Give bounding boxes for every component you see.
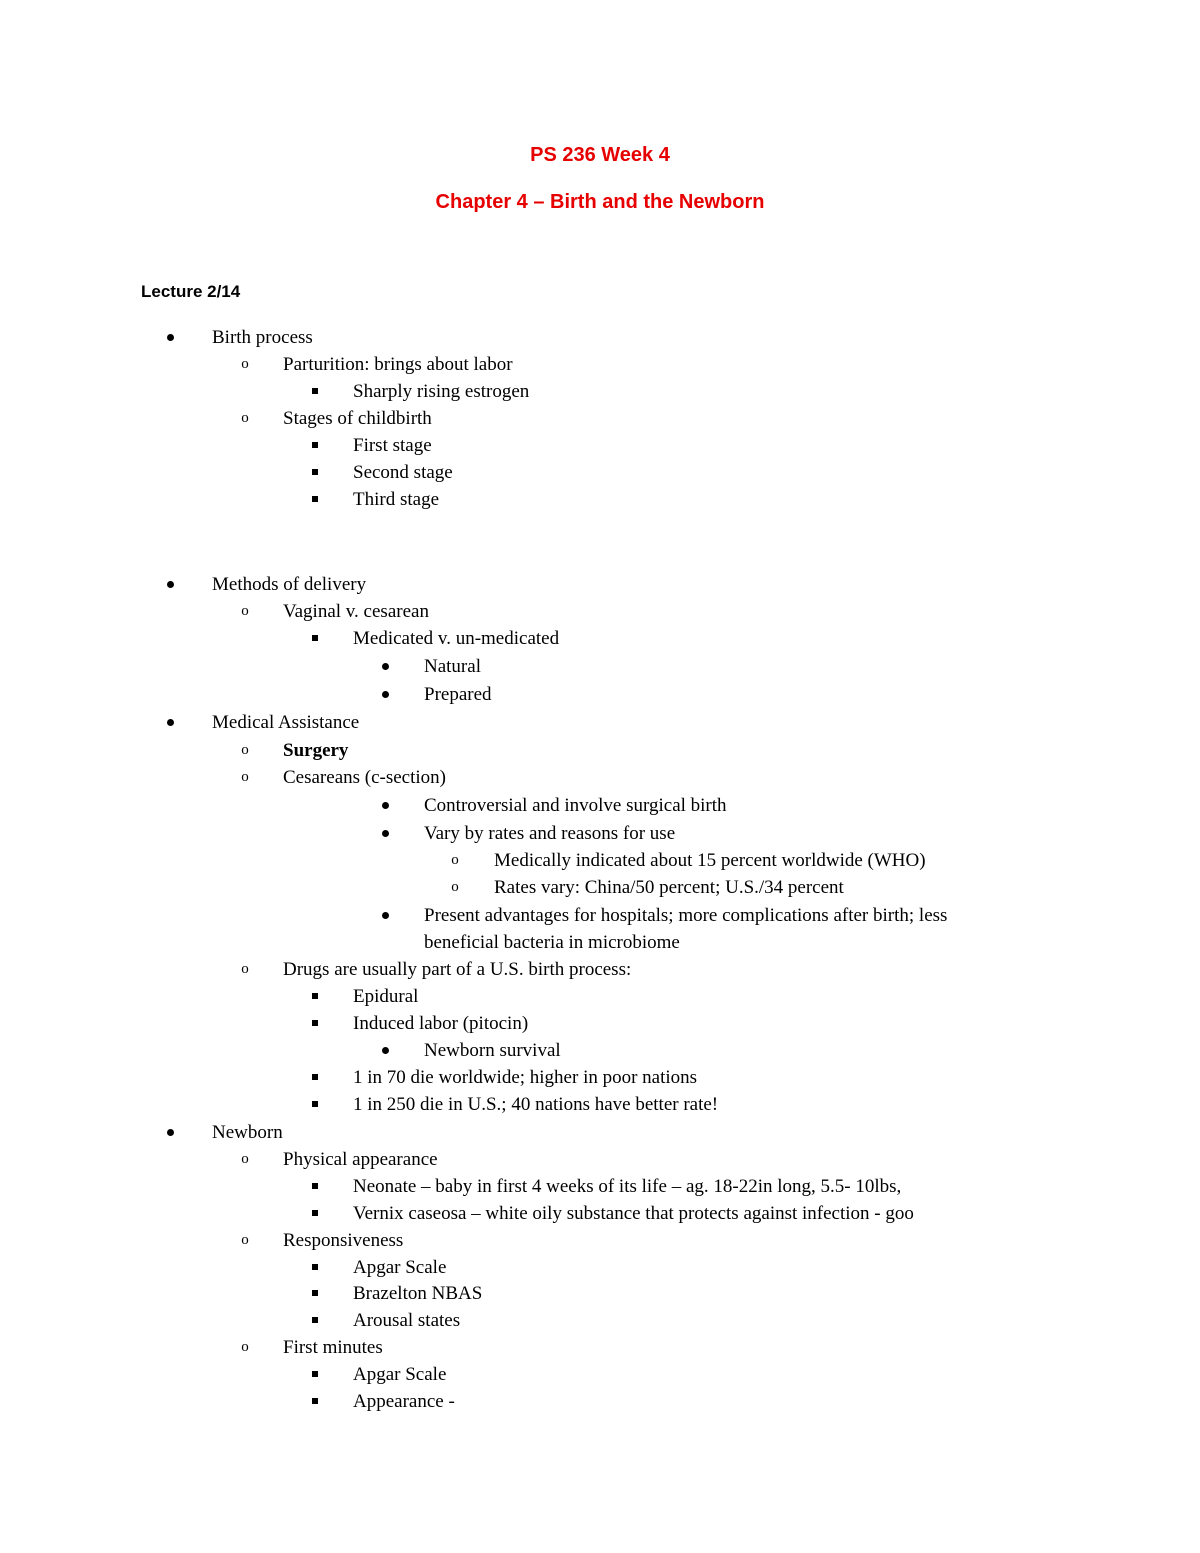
circle-bullet-icon: o [241,961,249,977]
circle-bullet-icon: o [241,356,249,372]
outline-item-text: Vaginal v. cesarean [283,601,429,622]
outline-item-text: Birth process [212,327,313,348]
circle-bullet-icon: o [451,852,459,868]
square-bullet-icon [305,983,325,1010]
square-bullet-icon [305,1010,325,1037]
disc-bullet-icon [160,709,180,736]
disc-bullet-icon [375,1037,395,1064]
disc-bullet-icon [375,820,395,847]
outline-item-text: Rates vary: China/50 percent; U.S./34 percent [494,877,844,898]
outline-item-text: Physical appearance [283,1149,438,1170]
outline-item-text: Natural [424,656,481,677]
outline-item-text: beneficial bacteria in microbiome [424,932,680,953]
outline-item-text: Responsiveness [283,1230,404,1251]
outline-item-text: 1 in 70 die worldwide; higher in poor nations [353,1067,698,1088]
outline-item-text: Brazelton NBAS [353,1283,483,1304]
outline-item-text: Apgar Scale [353,1257,447,1278]
outline-item-text: Methods of delivery [212,574,367,595]
square-bullet-icon [305,1388,325,1415]
outline-item-text: Newborn [212,1122,283,1143]
outline-item-text: Arousal states [353,1310,461,1331]
disc-bullet-icon [160,1119,180,1146]
circle-bullet-icon: o [241,1232,249,1248]
outline-item-text: Present advantages for hospitals; more complications after birth; less [424,905,948,926]
outline-item-text: First minutes [283,1337,383,1358]
outline-item-text: Prepared [424,684,492,705]
square-bullet-icon [305,1361,325,1388]
square-bullet-icon [305,1280,325,1307]
outline-item-text: Vernix caseosa – white oily substance that protects against infection - goo [353,1203,914,1224]
circle-bullet-icon: o [241,769,249,785]
circle-bullet-icon: o [241,742,249,758]
circle-bullet-icon: o [241,603,249,619]
outline-item-text: First stage [353,435,432,456]
disc-bullet-icon [160,324,180,351]
disc-bullet-icon [375,681,395,708]
outline-item-text: Medicated v. un-medicated [353,628,560,649]
square-bullet-icon [305,1254,325,1281]
outline-item-text: Sharply rising estrogen [353,381,530,402]
outline-item-text: Surgery [283,740,349,761]
square-bullet-icon [305,459,325,486]
circle-bullet-icon: o [241,410,249,426]
square-bullet-icon [305,1064,325,1091]
document-title: PS 236 Week 4 [530,144,670,166]
square-bullet-icon [305,1091,325,1118]
outline-item-text: Medical Assistance [212,712,360,733]
outline-item-text: Second stage [353,462,453,483]
square-bullet-icon [305,1173,325,1200]
outline-item-text: Parturition: brings about labor [283,354,513,375]
disc-bullet-icon [375,902,395,929]
outline-item-text: Controversial and involve surgical birth [424,795,727,816]
outline-item-text: Third stage [353,489,440,510]
square-bullet-icon [305,378,325,405]
document-subtitle: Chapter 4 – Birth and the Newborn [435,191,765,213]
circle-bullet-icon: o [241,1339,249,1355]
square-bullet-icon [305,1200,325,1227]
square-bullet-icon [305,486,325,513]
outline-item-text: Induced labor (pitocin) [353,1013,529,1034]
outline-item-text: Cesareans (c-section) [283,767,447,788]
outline-item-text: Drugs are usually part of a U.S. birth process: [283,959,632,980]
outline-item-text: Appearance - [353,1391,455,1412]
disc-bullet-icon [375,653,395,680]
outline-item-text: Stages of childbirth [283,408,432,429]
square-bullet-icon [305,432,325,459]
circle-bullet-icon: o [451,879,459,895]
outline-item-text: 1 in 250 die in U.S.; 40 nations have better rate! [353,1094,719,1115]
disc-bullet-icon [375,792,395,819]
outline-item-text: Neonate – baby in first 4 weeks of its life – ag. 18-22in long, 5.5- 10lbs, [353,1176,902,1197]
outline-item-text: Medically indicated about 15 percent worldwide (WHO) [494,850,926,871]
square-bullet-icon [305,1307,325,1334]
outline-item-text: Apgar Scale [353,1364,447,1385]
outline-item-text: Epidural [353,986,419,1007]
square-bullet-icon [305,625,325,652]
circle-bullet-icon: o [241,1151,249,1167]
outline-item-text: Vary by rates and reasons for use [424,823,676,844]
outline-item-text: Newborn survival [424,1040,561,1061]
lecture-heading: Lecture 2/14 [141,282,241,301]
disc-bullet-icon [160,571,180,598]
